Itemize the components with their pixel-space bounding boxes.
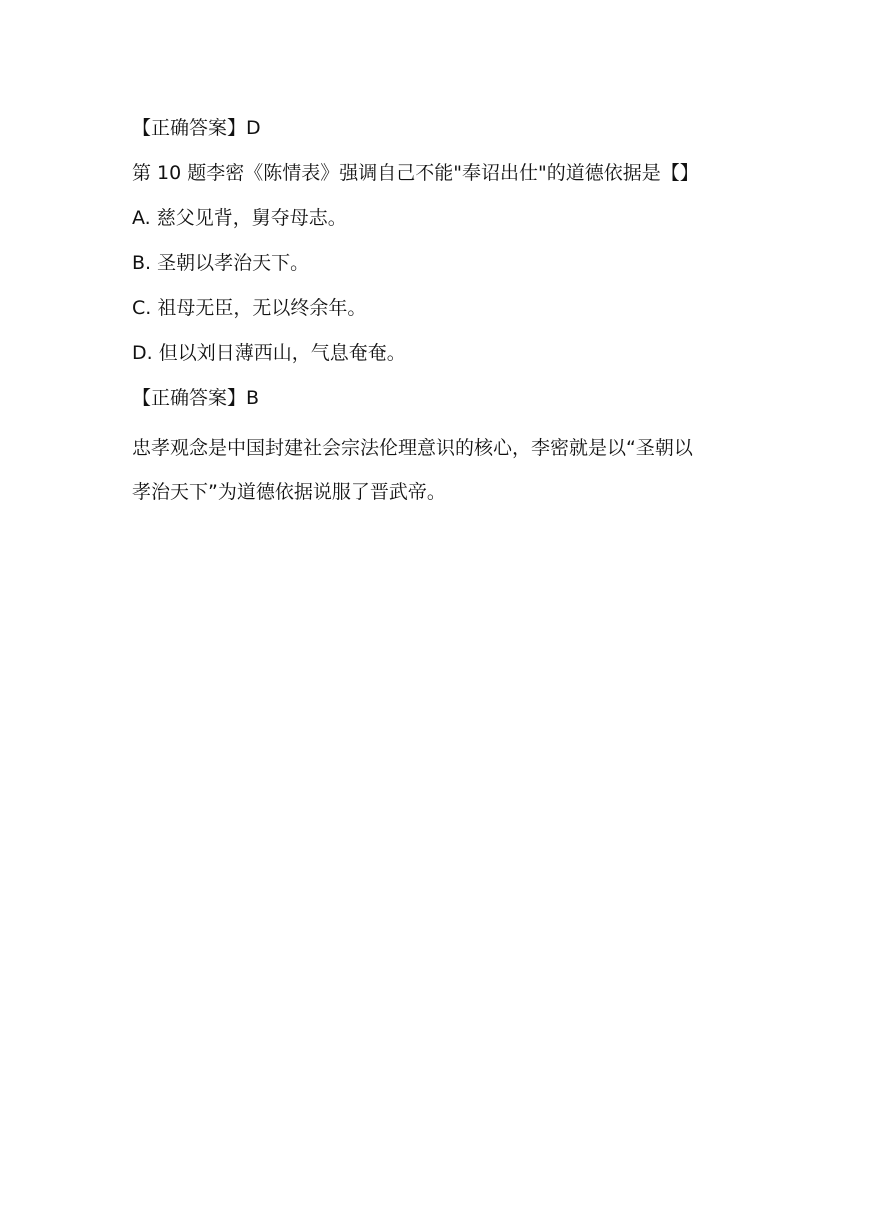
correct-answer: 【正确答案】B xyxy=(132,387,260,409)
option-b: B. 圣朝以孝治天下。 xyxy=(132,252,310,274)
previous-answer: 【正确答案】D xyxy=(132,117,261,139)
explanation-line: 孝治天下”为道德依据说服了晋武帝。 xyxy=(132,481,446,503)
question-text: 第 10 题李密《陈情表》强调自己不能"奉诏出仕"的道德依据是【】 xyxy=(132,162,699,184)
answer-explanation xyxy=(132,426,752,514)
explanation-line: 忠孝观念是中国封建社会宗法伦理意识的核心，李密就是以“圣朝以 xyxy=(132,437,693,459)
option-d: D. 但以刘日薄西山，气息奄奄。 xyxy=(132,342,406,364)
document-page xyxy=(132,114,752,514)
option-c: C. 祖母无臣，无以终余年。 xyxy=(132,297,367,319)
option-a: A. 慈父见背，舅夺母志。 xyxy=(132,207,347,229)
